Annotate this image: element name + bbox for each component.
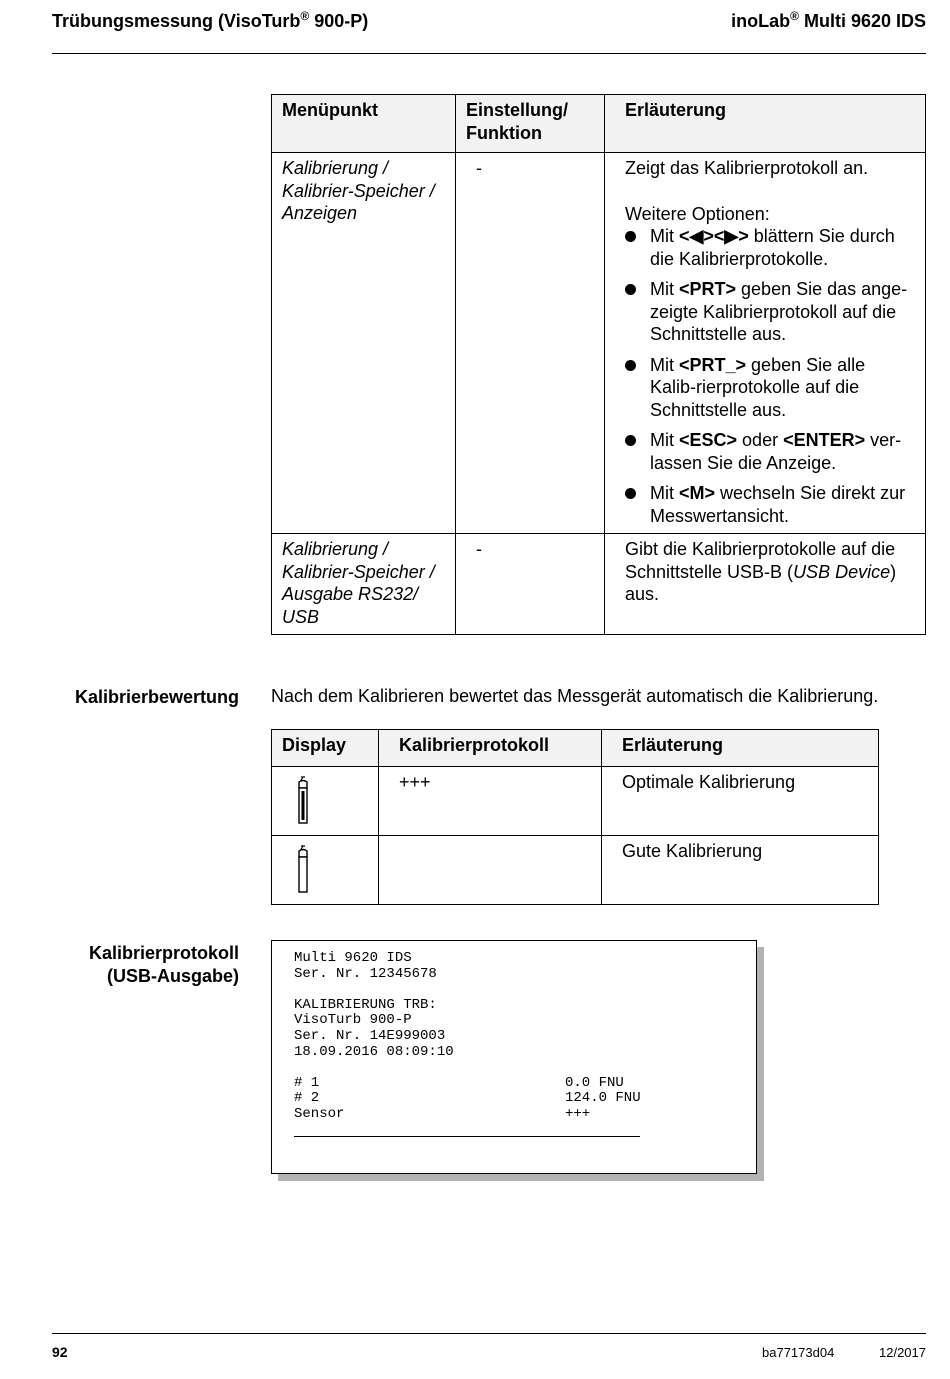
sensor-full-icon xyxy=(296,776,310,824)
protocol-cell: +++ xyxy=(379,767,602,836)
column-header-protocol: Kalibrierprotokoll xyxy=(379,730,602,767)
calibration-printout xyxy=(271,940,757,1174)
list-item: Mit <M> wechseln Sie direkt zur Messwertansicht. xyxy=(625,482,915,527)
menu-path-line: USB xyxy=(282,606,320,627)
list-item: Mit <ESC> oder <ENTER> ver-lassen Sie die Anzeige. xyxy=(625,429,915,474)
evaluation-table xyxy=(271,729,879,905)
intro-paragraph: Nach dem Kalibrieren bewertet das Messgerät automatisch die Kalibrierung. xyxy=(271,686,879,706)
printout-line: KALIBRIERUNG TRB: xyxy=(294,996,437,1013)
printout-value: +++ xyxy=(565,1106,591,1122)
header-title: Trübungsmessung (VisoTurb® 900-P) xyxy=(52,9,369,31)
evaluation-header-row xyxy=(272,730,879,767)
page-number: 92 xyxy=(52,1344,68,1360)
menu-path-line: Ausgabe RS232/ xyxy=(282,584,419,604)
menu-path-line: Anzeigen xyxy=(282,203,358,223)
key-label: <PRT_> xyxy=(679,354,747,375)
bullet-icon xyxy=(625,284,636,295)
table-row xyxy=(272,153,926,534)
table-row xyxy=(272,836,879,905)
protocol-cell xyxy=(379,836,602,905)
menu-path-line: Kalibrierung / xyxy=(282,158,389,178)
key-label: <ESC> xyxy=(679,430,738,450)
column-header-display: Display xyxy=(272,730,379,767)
printout-line: Sensor xyxy=(294,1106,345,1122)
footer-divider xyxy=(52,1333,926,1334)
list-item: Mit <◀><▶> blättern Sie durch die Kalibrierprotokolle. xyxy=(625,225,915,270)
display-cell xyxy=(272,836,379,905)
document-id: ba77173d04 xyxy=(762,1345,835,1360)
header-divider xyxy=(52,53,926,54)
setting-cell: - xyxy=(456,153,605,534)
key-label: <◀><▶> xyxy=(679,226,749,246)
menu-path-cell xyxy=(272,153,456,534)
explanation-cell: Gibt die Kalibrierprotokolle auf die Schnittstelle USB-B (USB Device) aus. xyxy=(605,534,926,635)
menu-table-header-row xyxy=(272,95,926,153)
side-heading-kalibrierbewertung: Kalibrierbewertung xyxy=(74,687,239,707)
column-header-explanation: Erläuterung xyxy=(605,95,926,153)
menu-path-line: Kalibrier-Speicher / xyxy=(282,180,435,201)
printout-line: Ser. Nr. 14E999003 xyxy=(294,1028,446,1044)
column-header-explanation: Erläuterung xyxy=(602,730,879,767)
column-header-menu: Menüpunkt xyxy=(272,95,456,153)
printout-line: # 1 xyxy=(294,1074,320,1091)
bullet-icon xyxy=(625,488,636,499)
explanation-intro: Zeigt das Kalibrierprotokoll an. xyxy=(625,158,869,178)
bullet-icon xyxy=(625,231,636,242)
printout-line: Ser. Nr. 12345678 xyxy=(294,965,437,982)
side-heading-kalibrierprotokoll xyxy=(89,942,239,988)
printout-line: VisoTurb 900-P xyxy=(294,1012,412,1029)
list-item: Mit <PRT_> geben Sie alle Kalib-rierprotokolle auf die Schnittstelle aus. xyxy=(625,354,915,422)
side-heading-line: Kalibrierprotokoll xyxy=(88,943,239,963)
key-label: <ENTER> xyxy=(783,430,866,450)
printout-value: 124.0 FNU xyxy=(565,1090,641,1107)
options-list xyxy=(625,225,915,527)
sensor-empty-icon xyxy=(296,845,310,893)
setting-cell: - xyxy=(456,534,605,635)
display-cell xyxy=(272,767,379,836)
explanation-cell xyxy=(605,153,926,534)
printout-line: 18.09.2016 08:09:10 xyxy=(294,1043,454,1060)
options-lead: Weitere Optionen: xyxy=(625,203,770,224)
menu-path-line: Kalibrierung / xyxy=(282,539,389,559)
side-heading-line: (USB-Ausgabe) xyxy=(106,966,239,986)
printout-line: Multi 9620 IDS xyxy=(294,950,412,966)
menu-path-line: Kalibrier-Speicher / xyxy=(282,561,435,582)
table-row xyxy=(272,534,926,635)
key-label: <PRT> xyxy=(679,279,737,299)
menu-path-cell xyxy=(272,534,456,635)
explanation-cell: Optimale Kalibrierung xyxy=(602,767,879,836)
menu-table xyxy=(271,94,926,635)
header-product: inoLab® Multi 9620 IDS xyxy=(731,9,926,31)
document-date: 12/2017 xyxy=(879,1345,926,1360)
column-header-setting: Einstellung/ Funktion xyxy=(456,95,605,153)
printout-divider xyxy=(294,1136,640,1137)
printout-line: # 2 xyxy=(294,1090,320,1107)
table-row xyxy=(272,767,879,836)
bullet-icon xyxy=(625,360,636,371)
explanation-cell: Gute Kalibrierung xyxy=(602,836,879,905)
bullet-icon xyxy=(625,435,636,446)
printout-value: 0.0 FNU xyxy=(565,1074,624,1091)
list-item: Mit <PRT> geben Sie das ange-zeigte Kalibrierprotokoll auf die Schnittstelle aus. xyxy=(625,278,915,346)
key-label: <M> xyxy=(679,483,716,503)
